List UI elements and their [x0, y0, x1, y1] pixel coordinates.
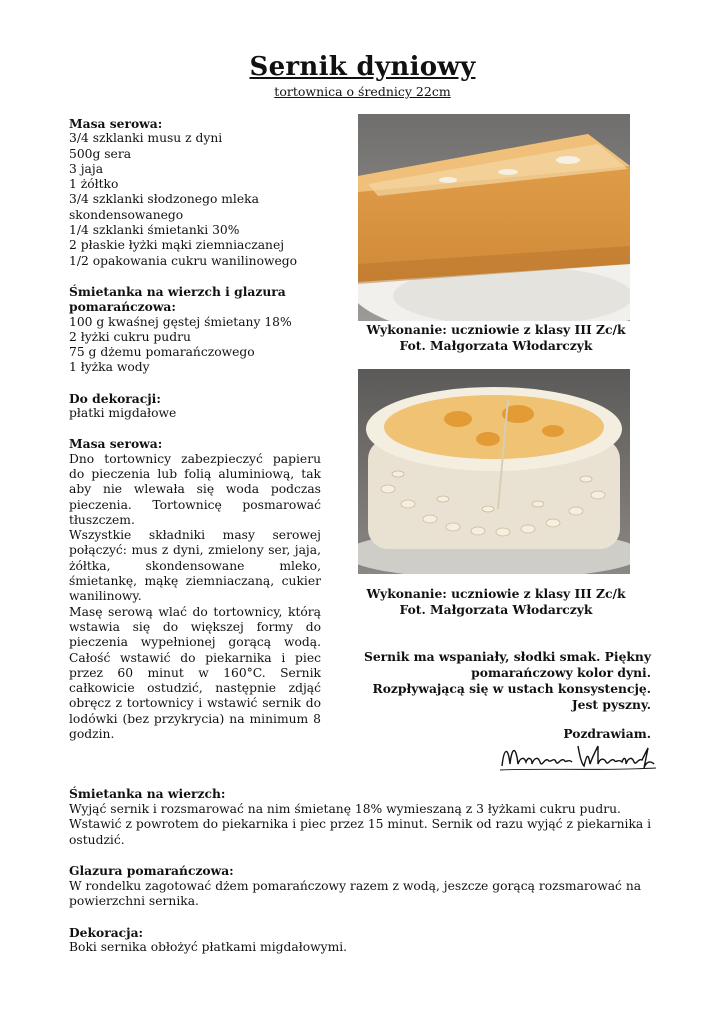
caption-line: Fot. Małgorzata Włodarczyk	[399, 601, 593, 617]
decoration-text: Boki sernika obłożyć płatkami migdałowymi.	[69, 940, 348, 954]
greeting: Pozdrawiam.	[563, 726, 651, 741]
whole-cheesecake-image	[358, 369, 630, 574]
ingredient-item: płatki migdałowe	[69, 406, 177, 421]
ingredient-item: 3/4 szklanki słodzonego mleka skondensowanego	[69, 192, 259, 222]
ingredient-item: 1/2 opakowania cukru wanilinowego	[69, 253, 298, 268]
signature-image	[498, 738, 658, 774]
caption-line: Fot. Małgorzata Włodarczyk	[399, 337, 593, 353]
glaze-text: W rondelku zagotować dżem pomarańczowy razem z wodą, jeszcze gorącą rozsmarować na powierzchni sernika.	[69, 878, 642, 908]
summary-line: Jest pyszny.	[571, 697, 651, 712]
glaze-heading: Glazura pomarańczowa:	[69, 863, 234, 878]
left-column	[69, 116, 321, 742]
ingredient-item: 1 żółtko	[69, 177, 119, 192]
caption-line: Wykonanie: uczniowie z klasy III Zc/k	[366, 322, 626, 337]
ingredients-decor-heading: Do dekoracji:	[69, 390, 161, 406]
handwritten-signature	[498, 738, 658, 774]
decoration-heading: Dekoracja:	[69, 924, 144, 940]
method-paragraph: Wszystkie składniki masy serowej połączyć: mus z dyni, zmielony ser, jaja, żółtka, skondensowane mleko, śmietankę, mąkę ziemniaczaną, cukier wanilinowy.	[69, 528, 321, 604]
ingredients-topping-heading: Śmietanka na wierzch i glazura pomarańczowa:	[69, 283, 286, 315]
cream-text: Wyjąć sernik i rozsmarować na nim śmietanę 18% wymieszaną z 3 łyżkami cukru pudru. Wstawić z powrotem do piekarnika i piec przez 15 minut. Sernik od razu wyjąć z piekarnika i ostudzić.	[69, 801, 652, 847]
summary-block	[355, 649, 651, 713]
summary-line: Sernik ma wspaniały, słodki smak. Piękny	[363, 649, 651, 664]
whole-cheesecake-photo	[358, 369, 630, 574]
ingredient-item: 1/4 szklanki śmietanki 30%	[69, 223, 240, 238]
summary-line: pomarańczowy kolor dyni.	[471, 665, 651, 680]
ingredient-item: 2 płaskie łyżki mąki ziemniaczanej	[69, 238, 285, 253]
ingredient-item: 2 łyżki cukru pudru	[69, 329, 191, 344]
subtitle-text: tortownica o średnicy 22cm	[274, 84, 451, 99]
ingredient-item: 1 łyżka wody	[69, 360, 150, 375]
page-title: Sernik dyniowy	[249, 52, 476, 82]
method-paragraph: Masę serową wlać do tortownicy, którą wstawia się do większej formy do pieczenia wypełnionej gorącą wodą. Całość wstawić do piekarnika i piec przez 60 minut w 160°C. Sernik całkowicie ostudzić, następnie zdjąć obręcz z tortownicy i wstawić sernik do lodówki (bez przykrycia) na minimum 8 godzin.	[69, 604, 321, 741]
summary-line: Rozpływającą się w ustach konsystencję.	[372, 681, 651, 696]
cheesecake-slice-image	[358, 114, 630, 321]
method-mass-heading: Masa serowa:	[69, 436, 163, 452]
page-subtitle	[0, 84, 725, 99]
cheesecake-slice-photo	[358, 114, 630, 321]
ingredient-item: 100 g kwaśnej gęstej śmietany 18%	[69, 314, 292, 329]
ingredient-item: 3 jaja	[69, 161, 104, 176]
ingredient-item: 75 g dżemu pomarańczowego	[69, 345, 255, 360]
photo-caption	[350, 586, 642, 617]
ingredients-mass-heading: Masa serowa:	[69, 116, 163, 131]
photo-caption	[350, 322, 642, 353]
bottom-section	[69, 786, 657, 956]
method-paragraph: Dno tortownicy zabezpieczyć papieru do pieczenia lub folią aluminiową, tak aby nie wlewała się woda podczas pieczenia. Tortownicę posmarować tłuszczem.	[69, 451, 321, 527]
cream-heading: Śmietanka na wierzch:	[69, 786, 226, 801]
ingredient-item: 3/4 szklanki musu z dyni	[69, 131, 223, 146]
caption-line: Wykonanie: uczniowie z klasy III Zc/k	[366, 586, 626, 601]
ingredient-item: 500g sera	[69, 146, 132, 161]
